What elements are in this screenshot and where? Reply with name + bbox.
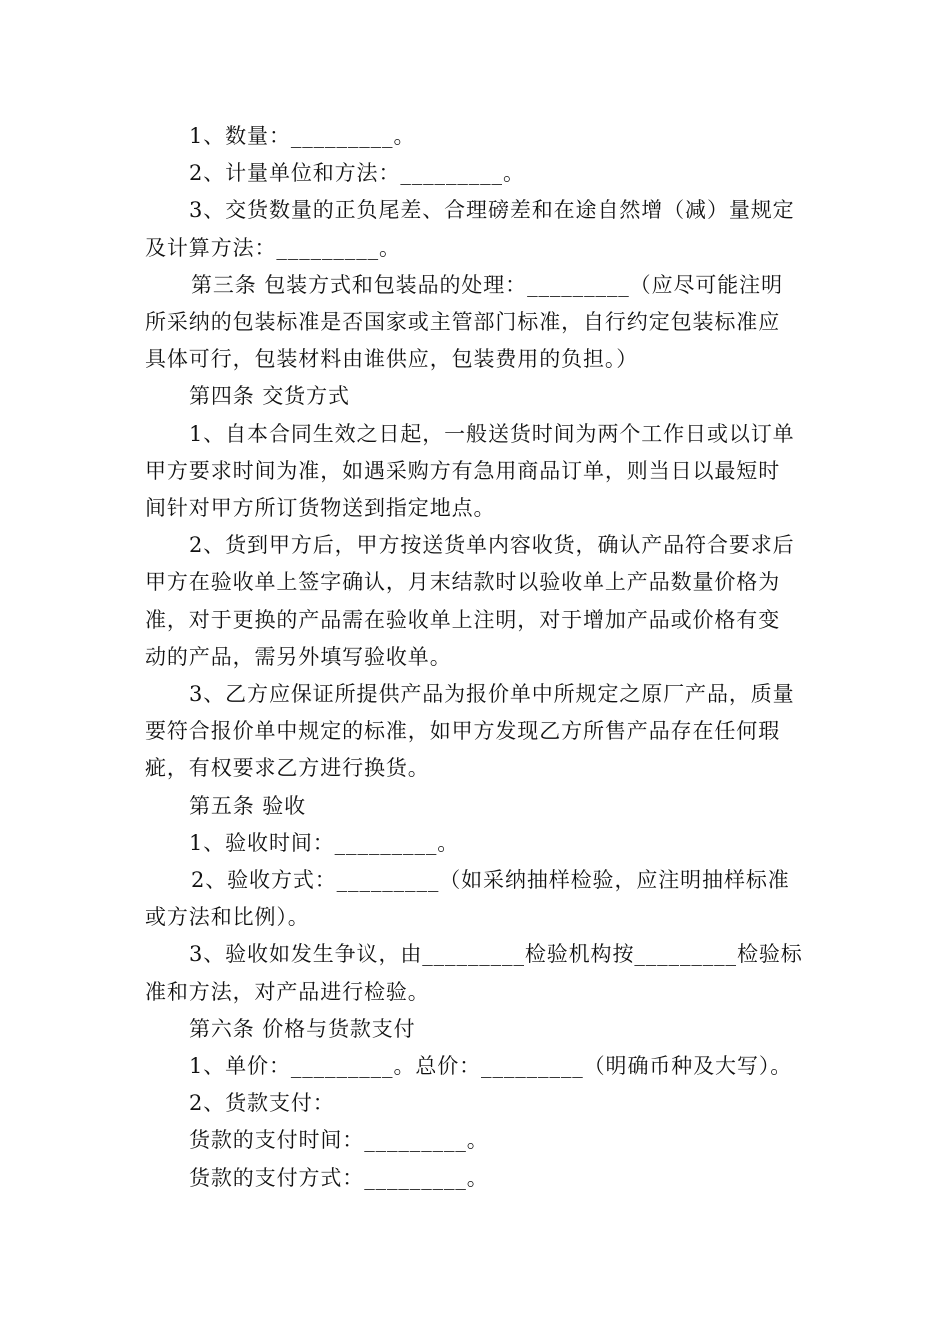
text-line: 1、数量：_________。 [189,124,416,148]
text-line: 货款的支付方式：_________。 [189,1165,489,1190]
article-4-heading: 第四条 交货方式 [189,384,350,409]
text-line: 1、自本合同生效之日起，一般送货时间为两个工作日或以订单 [189,421,795,446]
text-line: 2、验收方式：_________（如采纳抽样检验，应注明抽样标准 [191,868,790,893]
text-line: 甲方在验收单上签字确认，月末结款时以验收单上产品数量价格为 [145,570,781,595]
text-line: 甲方要求时间为准，如遇采购方有急用商品订单，则当日以最短时 [145,458,781,483]
text-line: 动的产品，需另外填写验收单。 [145,644,452,669]
article-5-heading: 第五条 验收 [189,793,307,818]
text-line: 及计算方法：_________。 [145,235,401,260]
text-line: 要符合报价单中规定的标准，如甲方发现乙方所售产品存在任何瑕 [145,719,781,744]
text-line: 2、计量单位和方法：_________。 [189,161,525,186]
text-line: 3、乙方应保证所提供产品为报价单中所规定之原厂产品，质量 [189,682,795,707]
text-line: 1、验收时间：_________。 [189,830,460,855]
article-6-heading: 第六条 价格与货款支付 [189,1016,416,1041]
text-line: 3、验收如发生争议，由_________检验机构按_________检验标 [189,942,803,967]
document-page [145,118,810,1197]
text-line: 3、交货数量的正负尾差、合理磅差和在途自然增（减）量规定 [189,198,795,223]
article-3-heading-line: 第三条 包装方式和包装品的处理：_________（应尽可能注明 [191,272,783,297]
text-line: 或方法和比例）。 [145,905,310,930]
text-line: 准和方法，对产品进行检验。 [145,979,430,1004]
text-line: 疵，有权要求乙方进行换货。 [145,756,430,781]
text-line: 2、货到甲方后，甲方按送货单内容收货，确认产品符合要求后 [189,533,795,558]
text-line: 间针对甲方所订货物送到指定地点。 [145,496,496,521]
text-line: 2、货款支付： [189,1091,335,1116]
text-line: 货款的支付时间：_________。 [189,1128,489,1153]
text-line: 所采纳的包装标准是否国家或主管部门标准，自行约定包装标准应 [145,310,781,335]
text-line: 1、单价：_________。总价：_________（明确币种及大写）。 [189,1054,793,1079]
text-line: 准，对于更换的产品需在验收单上注明，对于增加产品或价格有变 [145,607,781,632]
text-line: 具体可行，包装材料由谁供应，包装费用的负担。） [145,347,639,372]
